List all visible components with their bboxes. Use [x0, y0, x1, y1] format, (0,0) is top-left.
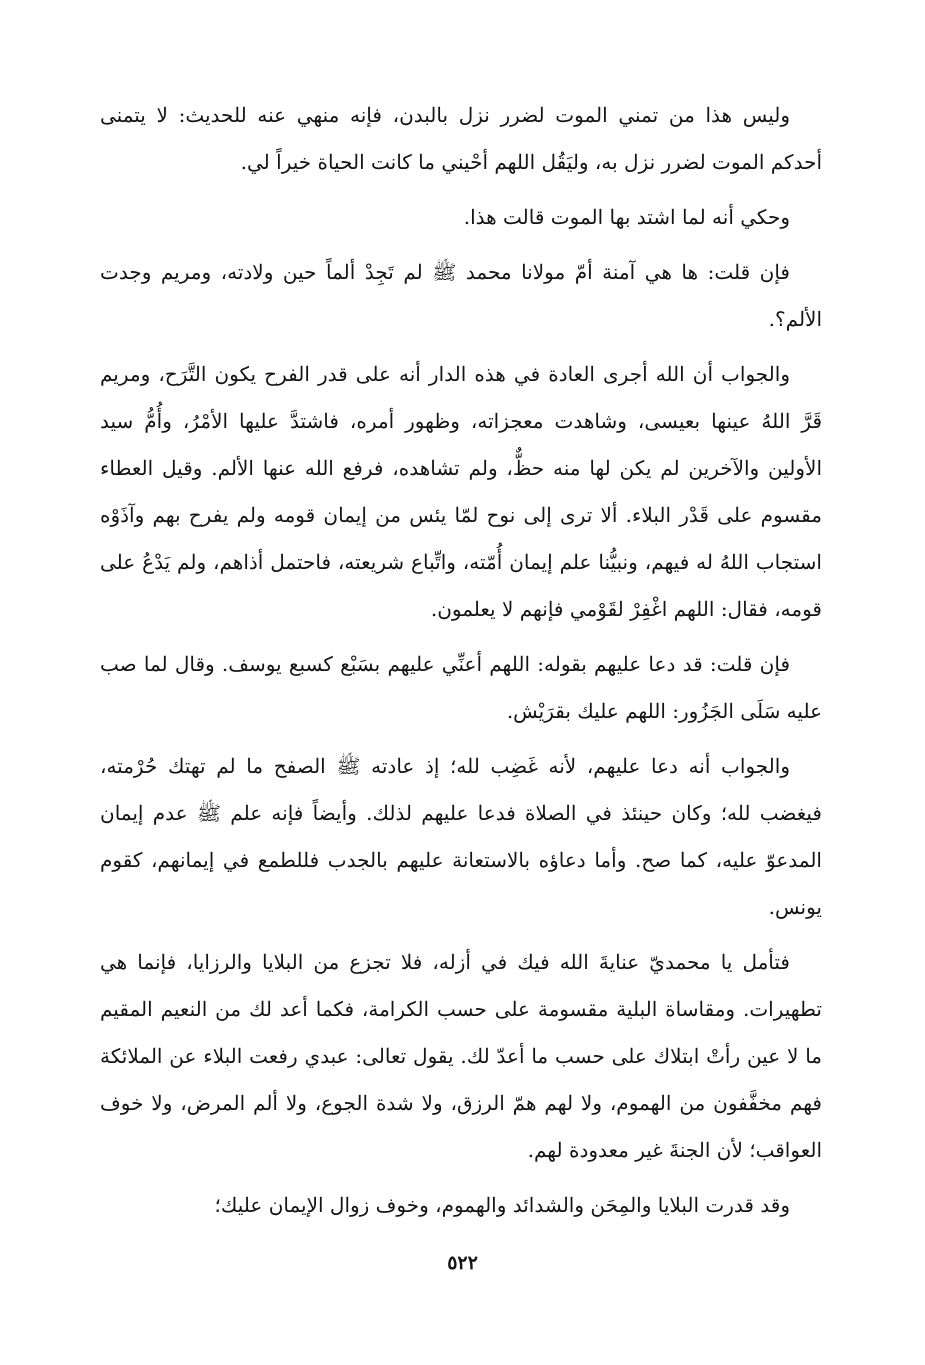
paragraph-2: وحكي أنه لما اشتد بها الموت قالت هذا. — [463, 205, 790, 229]
paragraph-8: وقد قدرت البلايا والمِحَن والشدائد والهموم، وخوف زوال الإيمان عليك؛ — [214, 1193, 790, 1217]
paragraph-5: فإن قلت: قد دعا عليهم بقوله: اللهم أعنِّي عليهم بسَبْع كسبع يوسف. وقال لما صب عليه سَلَى الجَزُور: اللهم عليك بقرَيْش. — [100, 652, 822, 723]
paragraph-3: فإن قلت: ها هي آمنة أمّ مولانا محمد ﷺ لم تَجِدْ ألماً حين ولادته، ومريم وجدت الألم؟. — [100, 260, 822, 331]
paragraph-1: وليس هذا من تمني الموت لضرر نزل بالبدن، فإنه منهي عنه للحديث: لا يتمنى أحدكم الموت لضرر نزل به، وليَقُل اللهم أحْيني ما كانت الحياة خيراً لي. — [100, 103, 822, 174]
paragraph-4: والجواب أن الله أجرى العادة في هذه الدار أنه على قدر الفرح يكون التَّرَح، ومريم قَرَّ اللهُ عينها بعيسى، وشاهدت معجزاته، وظهور أمره، فاشتدَّ عليها الأمْرُ، وأُمُّ سيد الأولين والآخرين لم يكن لها منه حظٌّ، ولم تشاهده، فرفع الله عنها الألم. وقيل العطاء مقسوم على قَدْر البلاء. ألا ترى إلى نوح لمّا يئس من إيمان قومه ولم يفرح بهم وآذَوْه استجاب اللهُ له فيهم، ونبيُّنا علم إيمان أُمّته، واتِّباع شريعته، فاحتمل أذاهم، ولم يَدْعُ على قومه، فقال: اللهم اغْفِرْ لقَوْمي فإنهم لا يعلمون. — [100, 362, 822, 621]
page-number: ٥٢٢ — [447, 1252, 478, 1274]
paragraph-6: والجواب أنه دعا عليهم، لأنه غَضِب لله؛ إذ عادته ﷺ الصفح ما لم تهتك حُرْمته، فيغضب لله؛ وكان حينئذ في الصلاة فدعا عليهم لذلك. وأيضاً فإنه علم ﷺ عدم إيمان المدعوّ عليه، كما صح. وأما دعاؤه بالاستعانة عليهم بالجدب فللطمع في إيمانهم، كقوم يونس. — [100, 754, 822, 919]
page-body — [100, 92, 822, 1237]
paragraph-7: فتأمل يا محمديّ عنايةَ الله فيك في أزله، فلا تجزع من البلايا والرزايا، فإنما هي تطهيرات. ومقاساة البلية مقسومة على حسب الكرامة، فكما أعد لك من النعيم المقيم ما لا عين رأتْ ابتلاك على حسب ما أعدّ لك. يقول تعالى: عبدي رفعت البلاء عن الملائكة فهم مخفَّفون من الهموم، ولا لهم همّ الرزق، ولا شدة الجوع، ولا ألم المرض، ولا خوف العواقب؛ لأن الجنةَ غير معدودة لهم. — [100, 950, 822, 1162]
